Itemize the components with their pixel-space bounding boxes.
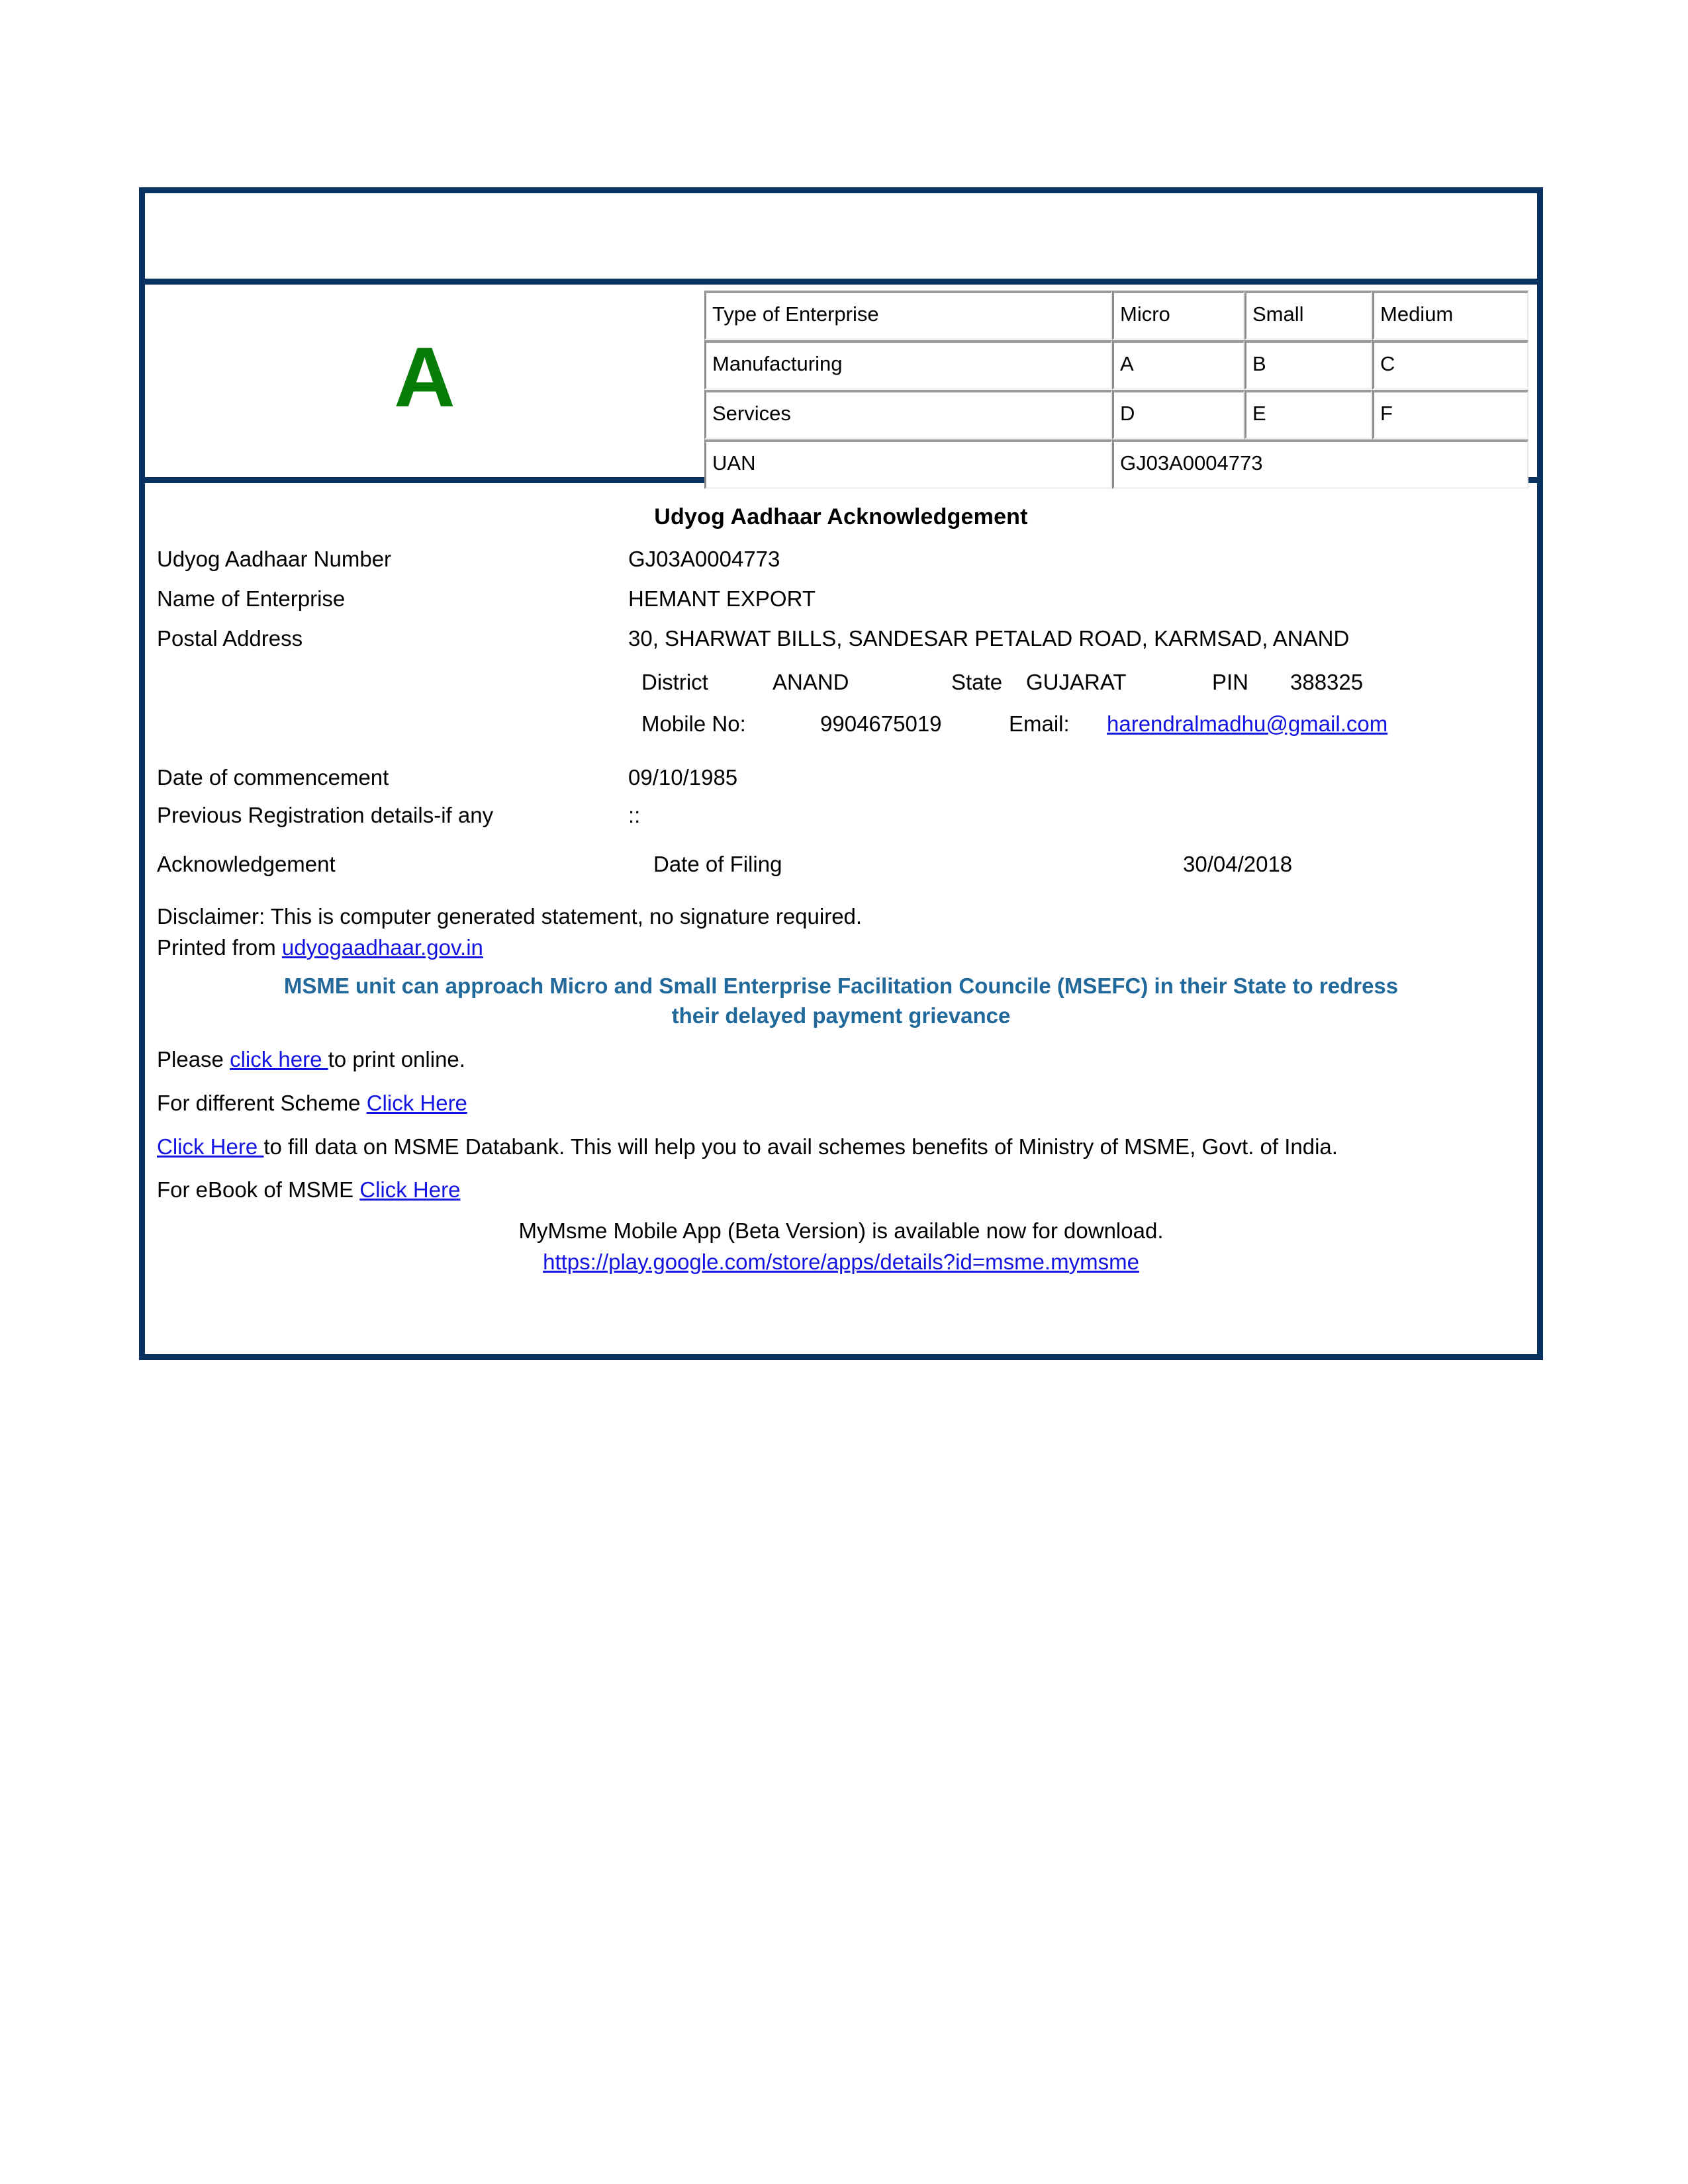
label-date-of-commencement: Date of commencement	[157, 764, 389, 790]
cell-services-micro: D	[1112, 390, 1244, 439]
cell-manufacturing-medium: C	[1372, 340, 1528, 390]
label-district: District	[641, 669, 708, 694]
udyogaadhaar-site-link[interactable]: udyogaadhaar.gov.in	[281, 934, 483, 960]
value-previous-registration: ::	[628, 803, 641, 828]
print-online-line	[157, 1045, 1537, 1074]
cell-services-label: Services	[704, 390, 1112, 439]
cell-uan-label: UAN	[704, 439, 1112, 489]
header-band	[145, 193, 1537, 285]
certificate-frame	[139, 187, 1543, 1360]
print-online-link[interactable]: click here	[230, 1047, 328, 1072]
value-postal-address: 30, SHARWAT BILLS, SANDESAR PETALAD ROAD, KARMSAD, ANAND	[628, 626, 1350, 651]
value-state: GUJARAT	[1026, 669, 1127, 694]
header-small: Small	[1244, 291, 1372, 340]
disclaimer-text: Disclaimer: This is computer generated statement, no signature required.	[157, 904, 863, 929]
label-pin: PIN	[1212, 669, 1249, 694]
cell-services-medium: F	[1372, 390, 1528, 439]
label-state: State	[951, 669, 1003, 694]
label-postal-address: Postal Address	[157, 626, 303, 651]
logo-cell	[145, 285, 704, 477]
row-udyog-aadhaar-number	[145, 545, 1537, 574]
label-udyog-aadhaar-number: Udyog Aadhaar Number	[157, 547, 392, 571]
msefc-notice-line2: their delayed payment grievance	[671, 1003, 1011, 1028]
row-date-of-commencement	[145, 763, 1537, 792]
cell-manufacturing-label: Manufacturing	[704, 340, 1112, 390]
mobile-app-footer	[145, 1216, 1537, 1291]
value-name-of-enterprise: HEMANT EXPORT	[628, 586, 816, 611]
value-pin: 388325	[1290, 669, 1364, 694]
row-name-of-enterprise	[145, 584, 1537, 614]
row-previous-registration	[145, 801, 1537, 830]
print-online-prefix: Please	[157, 1047, 230, 1072]
classification-band	[145, 285, 1537, 483]
header-medium: Medium	[1372, 291, 1528, 340]
row-district-state-pin	[145, 670, 1537, 695]
value-district: ANAND	[773, 669, 849, 694]
cell-manufacturing-small: B	[1244, 340, 1372, 390]
value-udyog-aadhaar-number: GJ03A0004773	[628, 547, 780, 571]
label-mobile-no: Mobile No:	[641, 711, 746, 736]
msefc-notice-line1: MSME unit can approach Micro and Small Enterprise Facilitation Councile (MSEFC) in their State to redress	[283, 973, 1399, 998]
classification-table-cell	[704, 285, 1537, 477]
cell-services-small: E	[1244, 390, 1372, 439]
different-scheme-line	[157, 1089, 1537, 1118]
mobile-app-text: MyMsme Mobile App (Beta Version) is available now for download.	[518, 1218, 1164, 1243]
msefc-notice	[145, 972, 1537, 1031]
cell-uan-value: GJ03A0004773	[1112, 439, 1528, 489]
label-email: Email:	[1009, 711, 1070, 736]
value-mobile-no: 9904675019	[820, 711, 942, 736]
msme-databank-paragraph	[157, 1132, 1537, 1161]
label-previous-registration: Previous Registration details-if any	[157, 803, 494, 828]
enterprise-classification-table	[704, 291, 1528, 489]
value-date-of-commencement: 09/10/1985	[628, 764, 738, 790]
label-date-of-filing: Date of Filing	[653, 851, 782, 876]
row-mobile-email	[145, 711, 1537, 737]
table-row-manufacturing	[704, 340, 1528, 390]
table-row-services	[704, 390, 1528, 439]
google-play-link[interactable]: https://play.google.com/store/apps/details?id=msme.mymsme	[543, 1249, 1139, 1274]
body-band	[145, 483, 1537, 1290]
ebook-link[interactable]: Click Here	[359, 1177, 461, 1203]
msme-databank-text: to fill data on MSME Databank. This will help you to avail schemes benefits of Ministry of MSME, Govt. of India.	[263, 1134, 1338, 1159]
label-name-of-enterprise: Name of Enterprise	[157, 586, 346, 611]
value-date-of-filing: 30/04/2018	[1183, 851, 1293, 876]
different-scheme-prefix: For different Scheme	[157, 1091, 367, 1116]
printed-from-prefix: Printed from	[157, 934, 282, 960]
row-acknowledgement	[145, 850, 1537, 879]
table-row-uan	[704, 439, 1528, 489]
logo-letter-a: A	[394, 330, 455, 425]
email-link[interactable]: harendralmadhu@gmail.com	[1107, 711, 1388, 736]
header-type-of-enterprise: Type of Enterprise	[704, 291, 1112, 340]
ebook-prefix: For eBook of MSME	[157, 1177, 360, 1203]
label-acknowledgement: Acknowledgement	[157, 851, 336, 876]
ebook-line	[157, 1175, 1537, 1205]
msme-databank-link[interactable]: Click Here	[157, 1134, 264, 1159]
page-title: Udyog Aadhaar Acknowledgement	[654, 504, 1028, 529]
table-row-header	[704, 291, 1528, 340]
links-block	[145, 1045, 1537, 1204]
row-postal-address	[145, 624, 1537, 653]
cell-manufacturing-micro: A	[1112, 340, 1244, 390]
different-scheme-link[interactable]: Click Here	[366, 1091, 467, 1116]
print-online-suffix: to print online.	[328, 1047, 465, 1072]
header-micro: Micro	[1112, 291, 1244, 340]
printed-from-line	[145, 933, 1537, 962]
